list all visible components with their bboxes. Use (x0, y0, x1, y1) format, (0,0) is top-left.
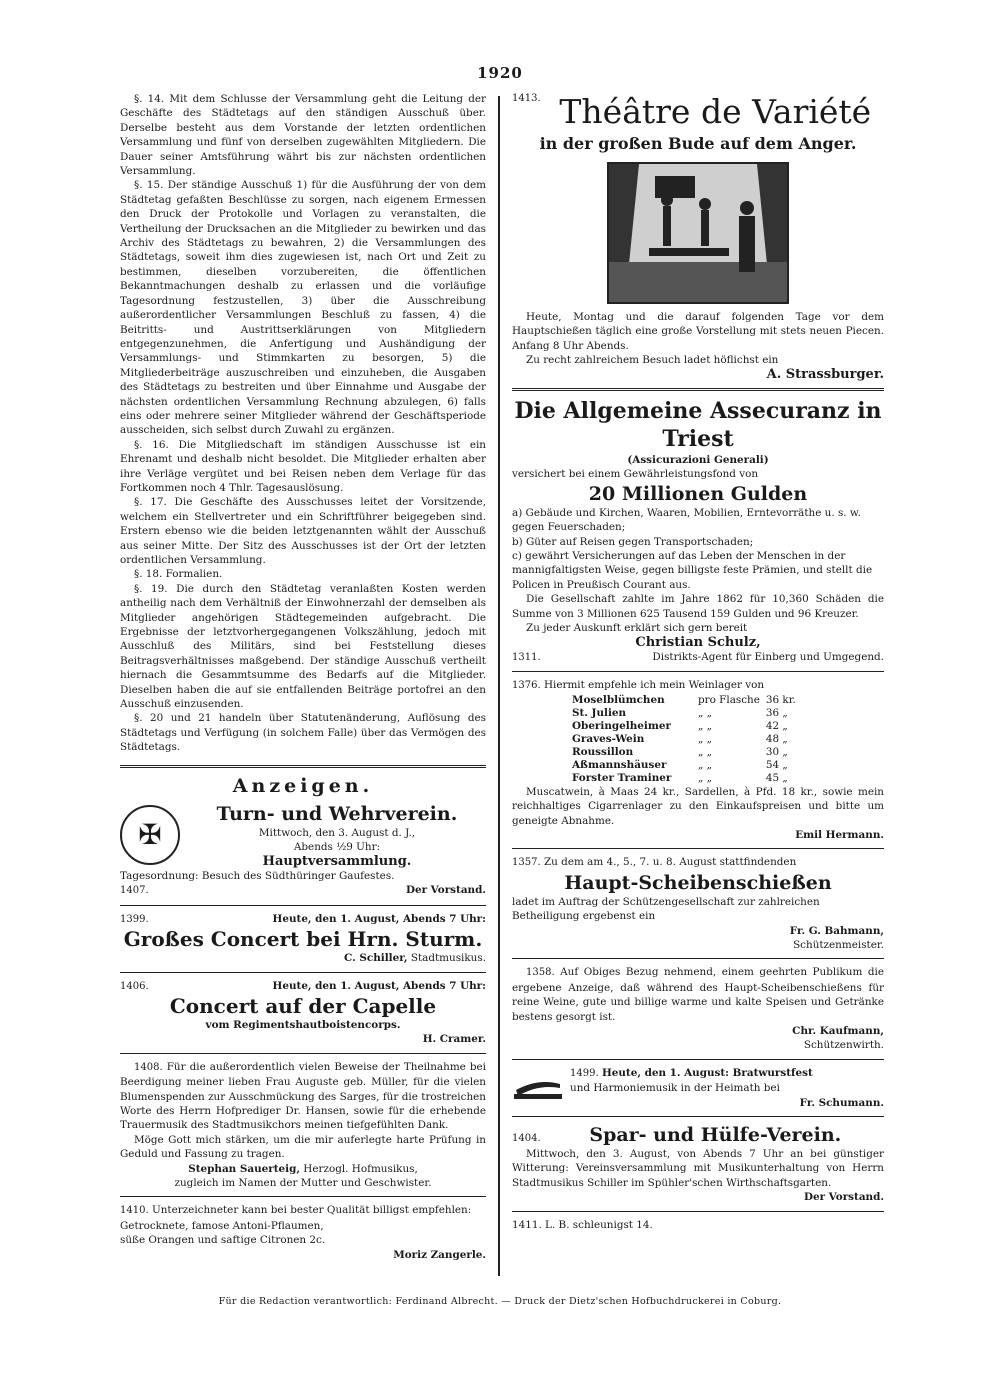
wine-row (572, 707, 802, 720)
concert2-title: Concert auf der Capelle (169, 993, 437, 1018)
shoot-line-1: Zu dem am 4., 5., 7. u. 8. August stattfindenden (543, 856, 797, 869)
insurance-line-1: versichert bei einem Gewährleistungsfond von (512, 468, 759, 481)
paragraph-20-21: §. 20 und 21 handeln über Statutenänderung, Auflösung des Städtetags und Verfügung (in solchem Falle) über das Vermögen des Städtetags. (120, 712, 486, 754)
wine-intro: Hiermit empfehle ich mein Weinlager von (543, 679, 765, 692)
wine-unit: „ „ (698, 719, 713, 732)
page-number: 1920 (477, 64, 523, 82)
wine-row (572, 759, 802, 772)
shoot-role: Schützenmeister. (793, 938, 884, 951)
thanks-signature-line-2: zugleich im Namen der Mutter und Geschwister. (174, 1177, 432, 1189)
wine-row (572, 733, 802, 746)
concert1-signature: C. Schiller, (344, 952, 408, 965)
thanks-ad (120, 1060, 486, 1133)
concert2-date: Heute, den 1. August, Abends 7 Uhr: (272, 979, 486, 992)
insurance-text-2: Zu jeder Auskunft erklärt sich gern bereit (526, 622, 748, 635)
wine-name: Oberingelheimer (572, 719, 671, 732)
wine-row (572, 694, 802, 707)
fruit-signature: Moriz Zangerle. (393, 1248, 486, 1261)
wine-name: Aßmannshäuser (572, 758, 667, 771)
insurance-item-a: a) Gebäude und Kirchen, Waaren, Mobilien, Erntevorräthe u. s. w. gegen Feuerschaden; (512, 506, 861, 534)
insurance-signature: Christian Schulz, (635, 634, 761, 650)
wine-unit: „ „ (698, 706, 713, 719)
insurance-title: Die Allgemeine Assecuranz in Triest (514, 398, 882, 453)
concert1-role: Stadtmusikus. (410, 952, 486, 965)
fruit-line-1: Unterzeichneter kann bei bester Qualität billigst empfehlen: (151, 1204, 472, 1217)
imprint-footer: Für die Redaction verantwortlich: Ferdinand Albrecht. — Druck der Dietz'schen Hofbuchdruckerei in Coburg. (218, 1296, 782, 1307)
ad-number: 1407. (120, 885, 149, 897)
left-column (120, 92, 486, 1262)
wine-name: Roussillon (572, 745, 634, 758)
spar-signature: Der Vorstand. (803, 1191, 884, 1204)
spar-title: Spar- und Hülfe-Verein. (589, 1124, 842, 1147)
wine-price: 36 „ (765, 706, 788, 719)
insurance-role: Distrikts-Agent für Einberg und Umgegend. (652, 650, 884, 663)
insurance-text: Die Gesellschaft zahlte im Jahre 1862 für 10,360 Schäden die Summe von 3 Millionen 625 Tausend 159 Gulden und 96 Kreuzer. (512, 593, 884, 620)
paragraph-14: §. 14. Mit dem Schlusse der Versammlung geht die Leitung der Geschäfte des Städtetags auf den ständigen Ausschuß über. Derselbe besteht aus dem Vorstande der letzten ordentlichen Versammlung und fünf von derselben zugewählten Mitgliedern. Die Dauer seiner Amtsführung währt bis zur nächsten ordentlichen Versammlung. (120, 93, 486, 178)
wine-price: 42 „ (765, 719, 788, 732)
ad-number: 1408. (134, 1061, 163, 1073)
turn-ad (120, 802, 486, 869)
turn-title: Turn- und Wehrverein. (216, 802, 458, 825)
turn-date: Mittwoch, den 3. August d. J., (258, 826, 416, 839)
wine-price: 54 „ (765, 758, 788, 771)
wine-price: 45 „ (765, 771, 788, 784)
wine-table (572, 694, 802, 785)
wine-row (572, 772, 802, 785)
thanks-role: Herzogl. Hofmusikus, (303, 1162, 418, 1175)
wine-name: Graves-Wein (572, 732, 645, 745)
wine-signature: Emil Hermann. (795, 828, 884, 841)
anzeigen-heading: Anzeigen. (232, 774, 374, 797)
wine-unit: „ „ (698, 771, 713, 784)
concert2-subtitle: vom Regimentshautboistencorps. (205, 1018, 401, 1031)
ad-number: 1413. (512, 93, 541, 104)
ad-number: 1358. (526, 967, 555, 979)
insurance-subtitle: (Assicurazioni Generali) (627, 454, 769, 467)
turner-cross-emblem-icon: ✠ (120, 805, 180, 865)
paragraph-15: §. 15. Der ständige Ausschuß 1) für die Ausführung der von dem Städtetag gefaßten Beschlüsse zu sorgen, nach eigenem Ermessen den Druck der Protokolle und Vorlagen zu veranstalten, die Vertheilung der Drucksachen an die Mitglieder zu bewirken und das Archiv des Städtetags zu bewahren, 2) die Versammlungen des Städtetags, soweit ihm dies zugewiesen ist, nach Ort und Zeit zu bestimmen, dieselben vorzubereiten, die öffentlichen Bekanntmachungen deshalb zu erlassen und die vorläufige Tagesordnung festzustellen, 3) über die Ausschreibung außerordentlicher Versammlungen Beschluß zu fassen, 4) die Beitritts- und Austrittserklärungen von Mitgliedern entgegenzunehmen, die Anfertigung und Aushändigung der Versammlungs- und Stimmkarten zu besorgen, 5) die Mitgliederbeiträge auszuschreiben und einzuheben, die Ausgaben des Städtetags zu bestreiten und über Einnahme und Ausgabe der nächsten ordentlichen Versammlung Rechnung abzulegen, 6) falls eins oder mehrere seiner Mitglieder während der Geschäftsperiode ausscheiden, sich selbst durch Zuwahl zu ergänzen. (120, 179, 486, 437)
wine-price: 48 „ (765, 732, 788, 745)
insurance-amount: 20 Millionen Gulden (588, 482, 808, 505)
concert1-date: Heute, den 1. August, Abends 7 Uhr: (272, 912, 486, 925)
ad-number: 1406. (120, 980, 149, 992)
paragraph-19: §. 19. Die durch den Städtetag veranlaßten Kosten werden antheilig nach dem Verhältniß der Einwohnerzahl der demselben als Mitglieder angehörigen Städtegemeinden aufgebracht. Die Ergebnisse der letztvorhergegangenen Volkszählung, jedoch mit Ausschluß des Militärs, sind bei Feststellung dieses Beitragsverhältnisses maßgebend. Der ständige Ausschuß vertheilt hiernach die Gesammtsumme des Bedarfs auf die Mitglieder. Dieselben haben die auf sie entfallenden Beiträge portofrei an den Ausschuß einzusenden. (120, 582, 486, 711)
right-column (512, 92, 884, 1232)
turn-agenda: Tagesordnung: Besuch des Südthüringer Gaufestes. (120, 869, 395, 882)
ad-number: 1399. (120, 913, 149, 925)
thanks-signature: Stephan Sauerteig, (188, 1162, 300, 1175)
insurance-item-c: c) gewährt Versicherungen auf das Leben der Menschen in der mannigfaltigsten Weise, gegen billigste feste Prämien, und stellt die Policen in Preußisch Courant aus. (512, 550, 873, 591)
host-text: Auf Obiges Bezug nehmend, einem geehrten Publikum die ergebene Anzeige, daß während des Haupt-Scheibenschießens für reine Weine, gute und billige warme und kalte Speisen und Getränke bestens gesorgt ist. (512, 966, 884, 1023)
wine-text: Muscatwein, à Maas 24 kr., Sardellen, à Pfd. 18 kr., sowie mein reichhaltiges Cigarrenlager zu den Einkaufspreisen und bitte um geneigte Abnahme. (512, 785, 884, 827)
thanks-text-2: Möge Gott mich stärken, um die mir auferlegte harte Prüfung in Geduld und Fassung zu tragen. (120, 1133, 486, 1161)
wine-name: Forster Traminer (572, 771, 672, 784)
theatre-subtitle: in der großen Bude auf dem Anger. (539, 134, 857, 153)
ad-number: 1499. (570, 1067, 599, 1079)
wine-price: 30 „ (765, 745, 788, 758)
ad-number: 1376. (512, 680, 541, 692)
turn-event: Hauptversammlung. (262, 853, 412, 869)
theatre-signature: A. Strassburger. (766, 366, 884, 382)
fruit-line-2: Getrocknete, famose Antoni-Pflaumen, (120, 1219, 324, 1232)
spar-text: Mittwoch, den 3. August, von Abends 7 Uhr an bei günstiger Witterung: Vereinsversammlung mit Musikunterhaltung von Herrn Stadtmusikus Schiller im Spühler'schen Wirthschaftsgarten. (512, 1148, 884, 1189)
wine-unit: pro Flasche (698, 693, 760, 706)
theatre-text: Heute, Montag und die darauf folgenden Tage vor dem Hauptschießen täglich eine große Vorstellung mit stets neuen Piecen. Anfang 8 Uhr Abends. (512, 311, 884, 352)
theatre-text-2: Zu recht zahlreichem Besuch ladet höflichst ein (526, 354, 779, 367)
sausage-signature: Fr. Schumann. (799, 1096, 884, 1109)
wine-name: St. Julien (572, 706, 627, 719)
shoot-signature: Fr. G. Bahmann, (789, 924, 884, 937)
last-ad: 1411. L. B. schleunigst 14. (512, 1218, 653, 1231)
host-ad (512, 965, 884, 1024)
shoot-title: Haupt-Scheibenschießen (564, 871, 832, 894)
wine-unit: „ „ (698, 745, 713, 758)
paragraph-16: §. 16. Die Mitgliedschaft im ständigen Ausschusse ist ein Ehrenamt und deshalb nicht besoldet. Die Mitglieder erhalten aber ihre Verläge vergütet und bei Reisen neben dem Verlage für das Fortkommen noch 4 Thlr. Tagesauslösung. (120, 438, 486, 494)
fruit-line-3: süße Orangen und saftige Citronen 2c. (120, 1234, 326, 1247)
theatre-title: Théâtre de Variété (559, 92, 872, 131)
wine-row (572, 720, 802, 733)
host-role: Schützenwirth. (803, 1039, 884, 1052)
paragraph-17: §. 17. Die Geschäfte des Ausschusses leitet der Vorsitzende, welchem ein Stellvertreter und ein Schriftführer beigegeben sind. Erstern ebenso wie die beiden letztgenannten wählt der Ausschuß aus seiner Mitte. Der Sitz des Ausschusses ist der Ort der letzten ordentlichen Versammlung. (120, 496, 486, 566)
stage-illustration (607, 162, 789, 304)
turn-signature: Der Vorstand. (405, 884, 486, 897)
wine-row (572, 746, 802, 759)
wine-price: 36 kr. (765, 693, 796, 706)
insurance-item-b: b) Güter auf Reisen gegen Transportschaden; (512, 535, 754, 548)
wine-name: Moselblümchen (572, 693, 665, 706)
shoot-text: ladet im Auftrag der Schützengesellschaft zur zahlreichen Betheiligung ergebenst ein (512, 895, 820, 923)
ad-number: 1357. (512, 857, 541, 869)
column-divider (498, 96, 500, 1276)
concert2-signature: H. Cramer. (422, 1033, 486, 1046)
thanks-text: Für die außerordentlich vielen Beweise der Theilnahme bei Beerdigung meiner lieben Frau Auguste geb. Müller, für die vielen Blumenspenden zur Ausschmückung des Sarges, für die trostreichen Worte des Herrn Hofprediger Dr. Hansen, sowie für die erhebende Trauermusik des Stadtmusikchors meinen tiefgefühlten Dank. (120, 1060, 486, 1132)
ad-number: 1404. (512, 1133, 541, 1145)
sausage-icon (512, 1074, 564, 1102)
wine-unit: „ „ (698, 732, 713, 745)
ad-number: 1410. (120, 1205, 149, 1217)
sausage-line-2: und Harmoniemusik in der Heimath bei (570, 1082, 780, 1095)
turn-time: Abends ½9 Uhr: (293, 841, 381, 854)
ad-number: 1311. (512, 651, 541, 663)
concert1-title: Großes Concert bei Hrn. Sturm. (123, 927, 483, 952)
sausage-line-1: Heute, den 1. August: Bratwurstfest (601, 1066, 813, 1079)
stage-performers-icon (609, 164, 787, 302)
host-signature: Chr. Kaufmann, (792, 1025, 884, 1037)
paragraph-18: §. 18. Formalien. (134, 568, 223, 581)
wine-unit: „ „ (698, 758, 713, 771)
